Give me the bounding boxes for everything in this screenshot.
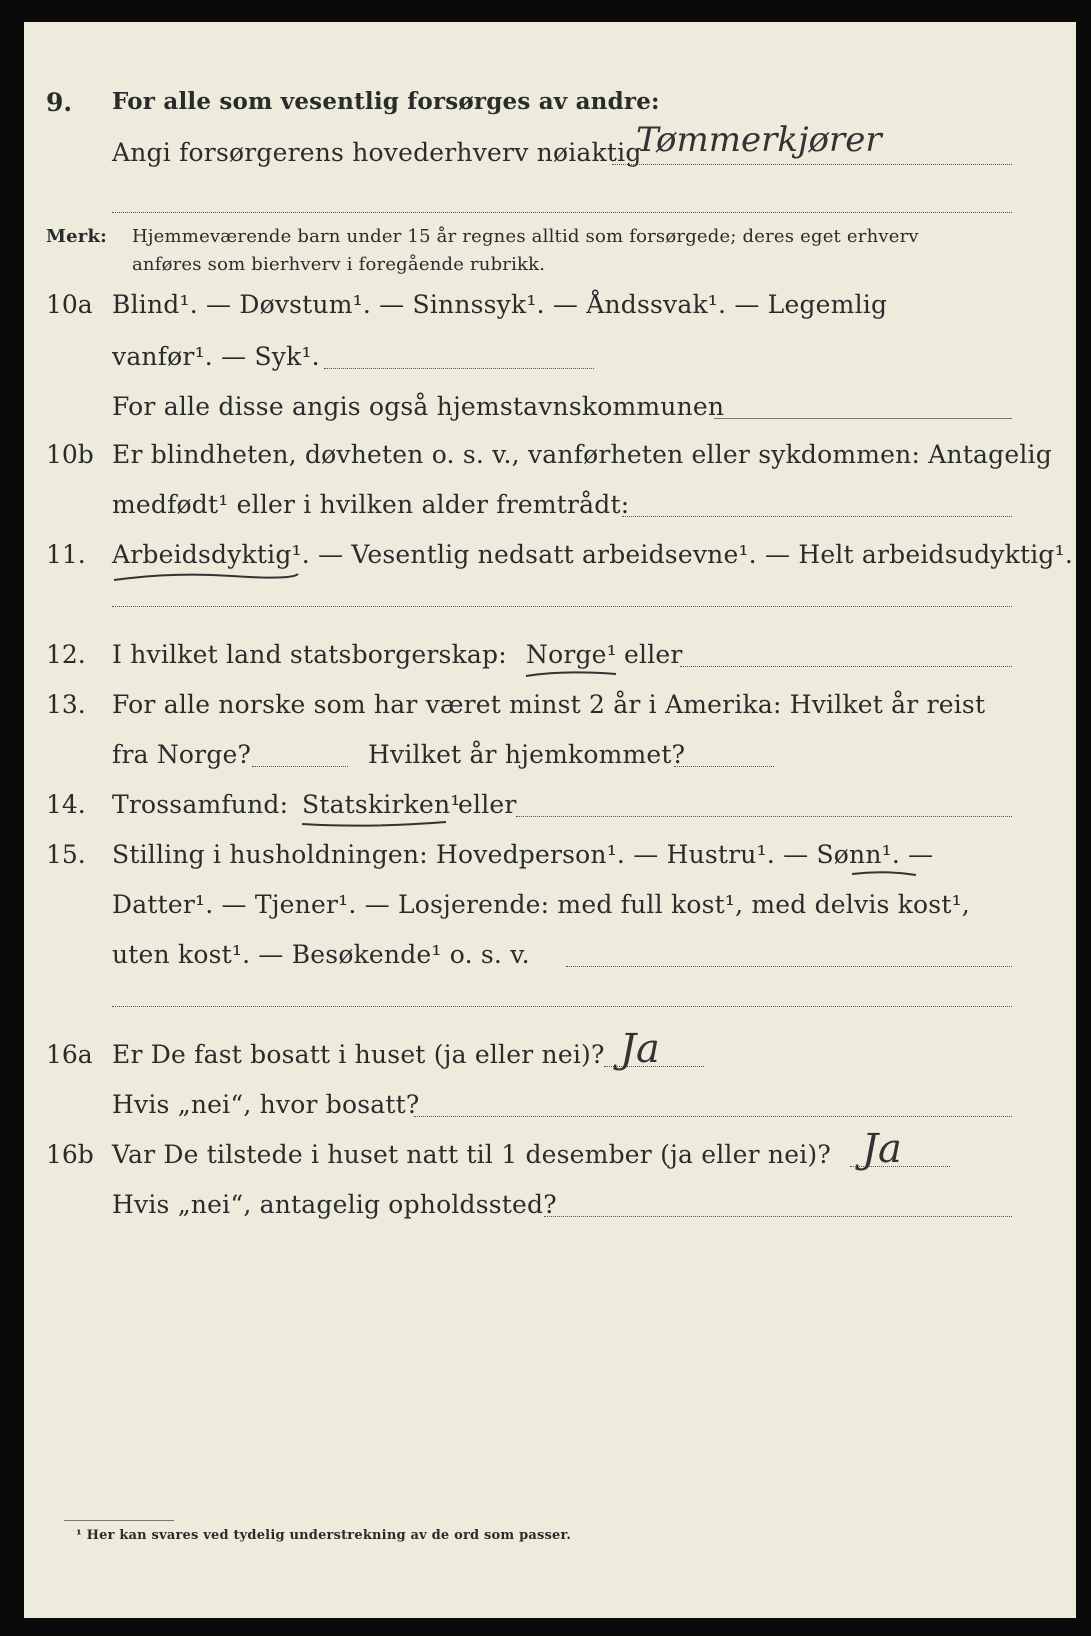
merk-label: Merk: bbox=[46, 226, 107, 247]
q15-number: 15. bbox=[46, 840, 86, 869]
q14-text-c: eller bbox=[458, 790, 517, 819]
q10a-line1: Blind¹. — Døvstum¹. — Sinnssyk¹. — Åndssvak¹. — Legemlig bbox=[112, 290, 888, 319]
q15-line1: Stilling i husholdningen: Hovedperson¹. — Hustru¹. — Sønn¹. — bbox=[112, 840, 934, 869]
q9-line2: Angi forsørgerens hovederhverv nøiaktig bbox=[112, 138, 642, 167]
q13-hjemkommet-line bbox=[674, 766, 774, 767]
q14-handwritten-underline bbox=[300, 818, 450, 830]
q12-text-c: eller bbox=[624, 640, 683, 669]
q9-number: 9. bbox=[46, 88, 73, 117]
q9-answer[interactable]: Tømmerkjører bbox=[636, 120, 882, 160]
merk-line1: Hjemmeværende barn under 15 år regnes alltid som forsørgede; deres eget erhverv bbox=[132, 226, 919, 247]
q16b-number: 16b bbox=[46, 1140, 94, 1169]
q11-line1: Arbeidsdyktig¹. — Vesentlig nedsatt arbeidsevne¹. — Helt arbeidsudyktig¹. bbox=[112, 540, 1073, 569]
q11-number: 11. bbox=[46, 540, 86, 569]
q14-number: 14. bbox=[46, 790, 86, 819]
q10b-line1: Er blindheten, døvheten o. s. v., vanførheten eller sykdommen: Antagelig bbox=[112, 440, 1052, 469]
q10b-number: 10b bbox=[46, 440, 94, 469]
q12-text-a: I hvilket land statsborgerskap: bbox=[112, 640, 507, 669]
q16a-line2: Hvis „nei“, hvor bosatt? bbox=[112, 1090, 420, 1119]
q14-answer-line bbox=[516, 816, 1012, 817]
q9-line1: For alle som vesentlig forsørges av andre: bbox=[112, 88, 660, 115]
census-form-page bbox=[24, 22, 1076, 1618]
q10a-syk-line bbox=[324, 368, 594, 369]
q14-text-a: Trossamfund: bbox=[112, 790, 289, 819]
q12-text-b: Norge¹ bbox=[526, 640, 617, 669]
q10a-line2: vanfør¹. — Syk¹. bbox=[112, 342, 320, 371]
q13-line2-a: fra Norge? bbox=[112, 740, 252, 769]
q10b-line2: medfødt¹ eller i hvilken alder fremtrådt: bbox=[112, 490, 630, 519]
q10a-number: 10a bbox=[46, 290, 93, 319]
q10a-line3: For alle disse angis også hjemstavnskommunen bbox=[112, 392, 725, 421]
q15-extra-line bbox=[112, 1006, 1012, 1007]
q12-number: 12. bbox=[46, 640, 86, 669]
q13-line1: For alle norske som har været minst 2 år i Amerika: Hvilket år reist bbox=[112, 690, 986, 719]
q13-line2-b: Hvilket år hjemkommet? bbox=[368, 740, 686, 769]
q9-extra-line bbox=[112, 212, 1012, 213]
q13-number: 13. bbox=[46, 690, 86, 719]
q9-answer-line bbox=[612, 164, 1012, 165]
q13-reist-line bbox=[252, 766, 348, 767]
q16b-opholdssted-line bbox=[544, 1216, 1012, 1217]
q16a-line1: Er De fast bosatt i huset (ja eller nei)? bbox=[112, 1040, 605, 1069]
footnote-text: ¹ Her kan svares ved tydelig understrekning av de ord som passer. bbox=[76, 1528, 572, 1543]
q12-answer-line bbox=[680, 666, 1012, 667]
q14-text-b: Statskirken¹ bbox=[302, 790, 461, 819]
q15-line3: uten kost¹. — Besøkende¹ o. s. v. bbox=[112, 940, 530, 969]
q12-handwritten-underline bbox=[524, 668, 620, 680]
footnote-rule bbox=[64, 1520, 174, 1521]
q16b-line2: Hvis „nei“, antagelig opholdssted? bbox=[112, 1190, 557, 1219]
q10b-answer-line bbox=[622, 516, 1012, 517]
q16a-bosatt-line bbox=[414, 1116, 1012, 1117]
merk-line2: anføres som bierhverv i foregående rubrikk. bbox=[132, 254, 546, 275]
q11-handwritten-underline bbox=[112, 568, 302, 584]
q15-handwritten-underline bbox=[850, 868, 920, 880]
q16a-answer[interactable]: Ja bbox=[620, 1026, 660, 1072]
q15-line2: Datter¹. — Tjener¹. — Losjerende: med full kost¹, med delvis kost¹, bbox=[112, 890, 970, 919]
q10a-hjemstavn-line bbox=[714, 418, 1012, 419]
q16a-number: 16a bbox=[46, 1040, 93, 1069]
q16b-answer[interactable]: Ja bbox=[862, 1126, 902, 1172]
q15-answer-line bbox=[566, 966, 1012, 967]
q16b-line1: Var De tilstede i huset natt til 1 desember (ja eller nei)? bbox=[112, 1140, 831, 1169]
q11-extra-line bbox=[112, 606, 1012, 607]
